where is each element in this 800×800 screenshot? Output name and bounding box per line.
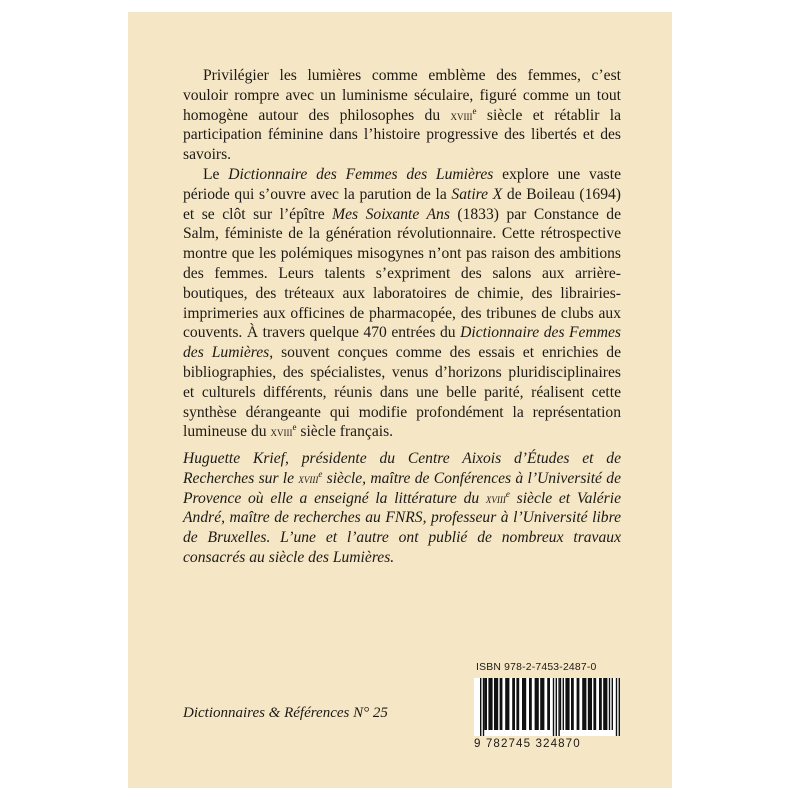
authors-bio — [183, 449, 621, 568]
text-span: , souvent conçues comme des essais et enrichies de bibliographies, des spécialistes, venus d’horizons pluridisciplinaires et culturels différents, réunis dans une belle parité, réalisent cette synthèse dérangeante qui modifie profondément la représentation lumineuse du — [183, 344, 621, 441]
barcode-bar — [522, 678, 526, 730]
century-numeral: xviii — [485, 490, 506, 506]
barcode-bar — [609, 678, 610, 730]
barcode-bars — [474, 678, 620, 736]
text-span: de Boileau (1694) et se clôt sur l’épître — [183, 185, 621, 223]
work-title: Satire X — [451, 185, 503, 203]
barcode-bar — [484, 678, 487, 730]
barcode-bar — [516, 678, 519, 730]
barcode-bar — [494, 678, 498, 730]
paragraph-intro — [183, 66, 621, 165]
barcode-bar — [603, 678, 607, 730]
text-span: Huguette Krief, présidente du Centre Aixois d’Études et de Recherches sur le — [183, 450, 621, 487]
text-span: Privilégier les lumières comme emblème des femmes, c’est vouloir rompre avec un luminisme séculaire, figuré comme un tout homogène autour des philosophes du — [183, 67, 621, 124]
series-label: Dictionnaires & Références N° 25 — [183, 705, 388, 721]
text-span: siècle français. — [296, 423, 394, 441]
text-span: explore une vaste période qui s’ouvre avec la parution de la — [183, 165, 621, 203]
barcode-bar — [535, 678, 539, 730]
barcode-bar — [560, 678, 561, 730]
barcode-bar — [563, 678, 564, 730]
barcode-bar — [571, 678, 574, 730]
superscript: e — [472, 105, 477, 116]
barcode-bar — [483, 678, 484, 736]
text-span: siècle et rétablir la participation féminine dans l’histoire progressive des libertés et des savoirs. — [183, 106, 622, 164]
century-numeral: xviii — [450, 107, 473, 123]
barcode-bar — [488, 678, 492, 730]
book-title: Dictionnaire des Femmes des Lumières — [183, 324, 621, 362]
bio-paragraph — [183, 449, 621, 568]
work-title: Mes Soixante Ans — [332, 205, 450, 223]
barcode-bar — [500, 678, 503, 730]
barcode-bar — [619, 678, 620, 736]
superscript: e — [505, 488, 510, 499]
barcode-digits: 9 782745 324870 — [474, 737, 581, 750]
superscript: e — [292, 422, 297, 433]
barcode-bar — [612, 678, 613, 730]
barcode-bar — [577, 678, 580, 730]
text-span: siècle et Valérie André, maître de recherches au FNRS, professeur à l’Université libre de Bruxelles. L’une et l’autre ont publié de nombreux travaux consacrés au siècle des Lumières. — [183, 489, 621, 566]
isbn-barcode — [474, 662, 622, 758]
barcode-bar — [512, 678, 515, 730]
isbn-label: ISBN 978-2-7453-2487-0 — [476, 662, 597, 673]
barcode-bar — [588, 678, 592, 730]
barcode-bar — [553, 678, 554, 736]
barcode-bar — [599, 678, 602, 730]
century-numeral: xviii — [298, 470, 319, 486]
book-title: Dictionnaire des Femmes des Lumières — [228, 165, 494, 183]
text-span: Le — [203, 165, 229, 183]
text-span: siècle, maître de Conférences à l’Université de Provence où elle a enseigné la littérature du — [183, 469, 621, 507]
barcode-bar — [505, 678, 509, 730]
barcode-bar — [529, 678, 532, 730]
superscript: e — [318, 468, 323, 479]
barcode-bar — [593, 678, 596, 730]
barcode-bar — [547, 678, 550, 730]
paragraph-description — [183, 165, 621, 442]
text-span: (1833) par Constance de Salm, féministe de la génération révolutionnaire. Cette rétrospective montre que les polémiques misogynes n’ont pas raison des ambitions des femmes. Leurs talents s’expriment des salons aux arrière-boutiques, des tréteaux aux laboratoires de chimie, des librairies-imprimeries aux officines de pharmacopée, des tribunes de clubs aux couvents. À travers quelque 470 entrées du — [183, 205, 621, 342]
barcode-bar — [480, 678, 481, 736]
century-numeral: xviii — [270, 424, 293, 440]
barcode-bar — [616, 678, 617, 736]
barcode-bar — [582, 678, 586, 730]
barcode-bar — [540, 678, 544, 730]
barcode-bar — [558, 678, 559, 736]
barcode-bar — [556, 678, 557, 736]
description-text — [183, 66, 621, 442]
barcode-bar — [565, 678, 569, 730]
